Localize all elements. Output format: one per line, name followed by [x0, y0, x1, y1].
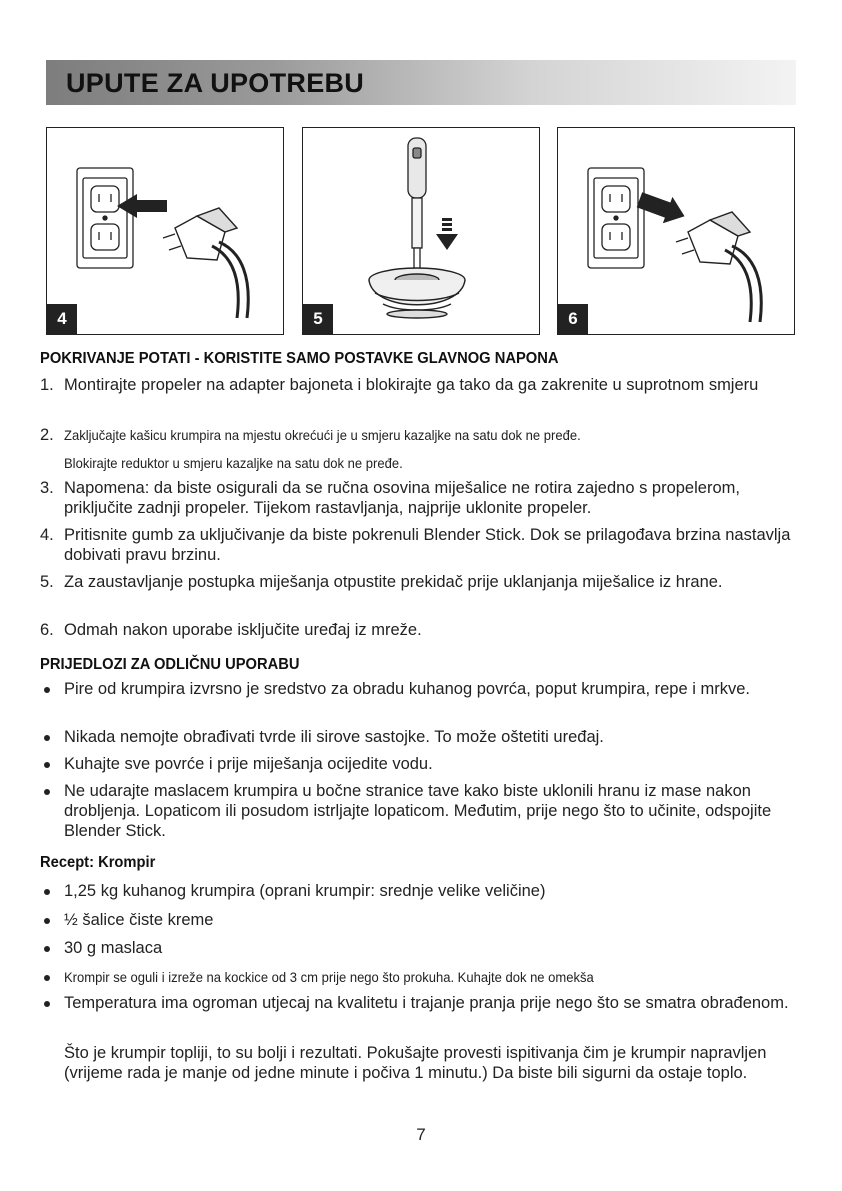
bullet-icon	[44, 735, 50, 741]
bullet-icon	[44, 889, 50, 895]
step-badge-6: 6	[558, 304, 588, 334]
blender-stick-icon	[408, 138, 426, 278]
section-heading-tips: PRIJEDLOZI ZA ODLIČNU UPORABU	[40, 656, 300, 673]
recipe-paragraph: Što je krumpir topliji, to su bolji i rezultati. Pokušajte provesti ispitivanja čim je krumpir napravljen (vrijeme rada je manje od jedne minute i počiva 1 minutu.) Da biste bili sigurni da ostaje toplo.	[64, 1044, 767, 1082]
bullet-icon	[44, 789, 50, 795]
list-item-continuation: Blokirajte reduktor u smjeru kazaljke na satu dok ne pređe.	[64, 455, 403, 471]
list-item: 4. Pritisnite gumb za uključivanje da biste pokrenuli Blender Stick. Dok se prilagođava brzina nastavlja dobivati pravu brzinu.	[40, 526, 791, 564]
figure-6-panel	[557, 127, 795, 335]
bullet-item: Nikada nemojte obrađivati tvrde ili sirove sastojke. To može oštetiti uređaj.	[40, 727, 800, 747]
plug-icon	[676, 212, 761, 322]
bullet-icon	[44, 1001, 50, 1007]
plug-remove-illustration	[558, 128, 795, 335]
section-heading-recipe: Recept: Krompir	[40, 854, 156, 871]
bullet-item: Pire od krumpira izvrsno je sredstvo za obradu kuhanog povrća, poput krumpira, repe i mrkve.	[40, 679, 800, 699]
bullet-item: Temperatura ima ogroman utjecaj na kvalitetu i trajanje pranja prije nego što se smatra obrađenom.	[40, 993, 800, 1013]
bullet-item: ½ šalice čiste kreme	[40, 910, 800, 930]
bullet-item: Krompir se oguli i izreže na kockice od 3 cm prije nego što prokuha. Kuhajte dok ne omekša	[40, 967, 800, 987]
bullet-icon	[44, 946, 50, 952]
page-title: UPUTE ZA UPOTREBU	[66, 68, 365, 98]
bullet-icon	[44, 918, 50, 924]
plug-icon	[163, 208, 248, 318]
figure-4-panel	[46, 127, 284, 335]
bullet-item: 1,25 kg kuhanog krumpira (oprani krumpir: srednje velike veličine)	[40, 881, 800, 901]
list-item: 5. Za zaustavljanje postupka miješanja otpustite prekidač prije uklanjanja miješalice iz hrane.	[40, 573, 723, 591]
bullet-icon	[44, 975, 50, 981]
bullet-icon	[44, 687, 50, 693]
step-badge-5: 5	[303, 304, 333, 334]
bullet-item: Kuhajte sve povrće i prije miješanja ocijedite vodu.	[40, 754, 800, 774]
down-arrow-icon	[436, 218, 458, 250]
bullet-item: 30 g maslaca	[40, 938, 800, 958]
list-item: 1. Montirajte propeler na adapter bajoneta i blokirajte ga tako da ga zakrenite u suprotnom smjeru	[40, 376, 759, 394]
page-number: 7	[416, 1125, 426, 1144]
list-item: 2. Zaključajte kašicu krumpira na mjestu okrećući je u smjeru kazaljke na satu dok ne pređe.	[40, 426, 581, 444]
bowl-icon	[369, 268, 465, 318]
list-item: 3. Napomena: da biste osigurali da se ručna osovina miješalice ne rotira zajedno s propelerom, priključite zadnji propeler. Tijekom rastavljanja, najprije uklonite propeler.	[40, 479, 740, 517]
step-badge-4: 4	[47, 304, 77, 334]
bullet-icon	[44, 762, 50, 768]
title-banner	[46, 60, 796, 105]
blender-in-bowl-illustration	[303, 128, 540, 335]
section-heading-mains: POKRIVANJE POTATI - KORISTITE SAMO POSTAVKE GLAVNOG NAPONA	[40, 350, 559, 367]
bullet-item: Ne udarajte maslacem krumpira u bočne stranice tave kako biste uklonili hranu iz mase nakon drobljenja. Lopaticom ili posudom istrljajte lopaticom. Međutim, prije nego što to učinite, odspojite Blender Stick.	[40, 781, 800, 841]
plug-insert-illustration	[47, 128, 284, 335]
list-item: 6. Odmah nakon uporabe isključite uređaj iz mreže.	[40, 621, 422, 639]
figure-5-panel	[302, 127, 540, 335]
